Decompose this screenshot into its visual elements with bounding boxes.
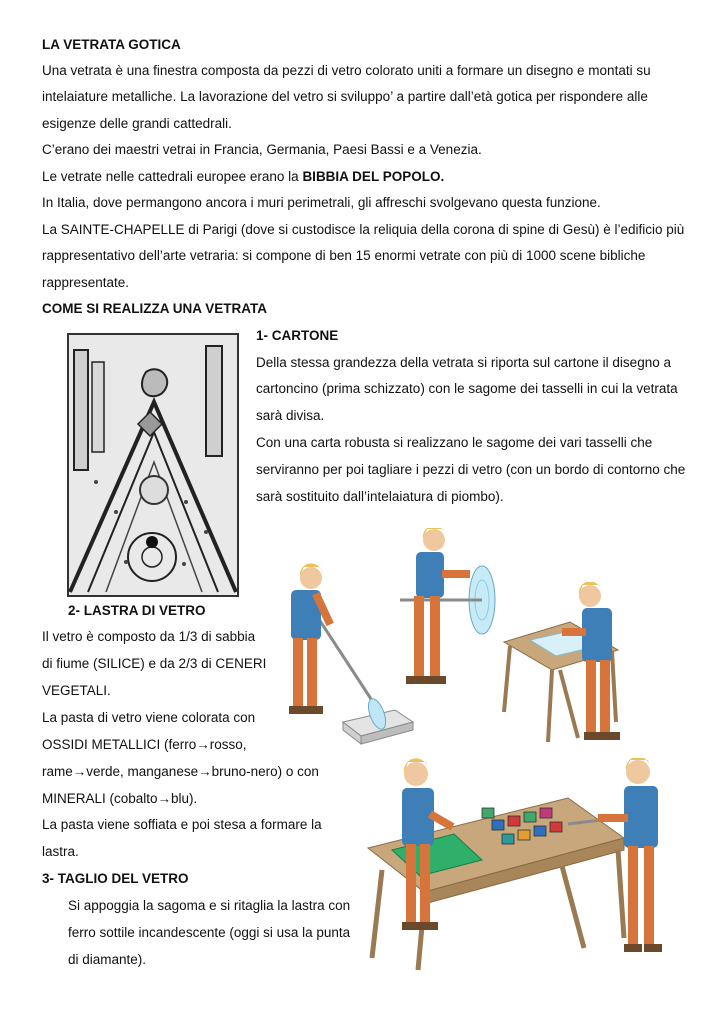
glass-sheet-table-illustration: [500, 582, 640, 752]
cartone-line: serviranno per poi tagliare i pezzi di vetro (con un bordo di contorno che: [256, 462, 686, 477]
glass-spinner-illustration: [392, 528, 504, 698]
lastra-line: OSSIDI METALLICI (ferro→rosso,: [42, 737, 247, 752]
lastra-line: La pasta di vetro viene colorata con: [42, 710, 256, 725]
lastra-line: VEGETALI.: [42, 683, 111, 698]
glass-cutting-bench-illustration: [362, 758, 682, 972]
bibbia-bold: BIBBIA DEL POPOLO.: [302, 169, 445, 184]
intro-line: intelaiature metalliche. La lavorazione del vetro si sviluppo’ a partire dall’età gotica per rispondere alle: [42, 89, 648, 104]
section-title-come: COME SI REALIZZA UNA VETRATA: [42, 301, 267, 316]
sainte-line: rappresentativo dell’arte vetraria: si compone di ben 15 enormi vetrate con più di 1000 scene bibliche: [42, 248, 646, 263]
sainte-line: rappresentate.: [42, 275, 130, 290]
intro-line: C’erano dei maestri vetrai in Francia, Germania, Paesi Bassi e a Venezia.: [42, 142, 482, 157]
lastra-line: La pasta viene soffiata e poi stesa a formare la: [42, 817, 322, 832]
page-title: LA VETRATA GOTICA: [42, 37, 181, 52]
cartone-line: Della stessa grandezza della vetrata si riporta sul cartone il disegno a: [256, 355, 671, 370]
taglio-title: 3- TAGLIO DEL VETRO: [42, 871, 189, 886]
bibbia-line: [42, 164, 444, 191]
lastra-title: 2- LASTRA DI VETRO: [68, 603, 206, 618]
taglio-line: di diamante).: [68, 952, 147, 967]
sainte-line: La SAINTE-CHAPELLE di Parigi (dove si custodisce la reliquia della corona di spine di Gesù) è l’edificio più: [42, 222, 685, 237]
taglio-line: Si appoggia la sagoma e si ritaglia la lastra con: [68, 898, 351, 913]
lastra-line: Il vetro è composto da 1/3 di sabbia: [42, 629, 256, 644]
italia-line: In Italia, dove permangono ancora i muri perimetrali, gli affreschi svolgevano questa funzione.: [42, 195, 601, 210]
cartone-title: 1- CARTONE: [256, 328, 339, 343]
bibbia-prefix: Le vetrate nelle cattedrali europee erano la: [42, 169, 303, 184]
cartone-sketch-illustration: [66, 332, 240, 598]
cartone-line: sarà divisa.: [256, 408, 325, 423]
intro-line: esigenze delle grandi cattedrali.: [42, 116, 232, 131]
cartone-line: cartoncino (prima schizzato) con le sagome dei tasselli in cui la vetrata: [256, 381, 678, 396]
lastra-line: rame→verde, manganese→bruno-nero) o con: [42, 764, 319, 779]
taglio-line: ferro sottile incandescente (oggi si usa la punta: [68, 925, 351, 940]
cartone-line: sarà sostituito dall’intelaiatura di piombo).: [256, 489, 504, 504]
lastra-line: MINERALI (cobalto→blu).: [42, 791, 198, 806]
lastra-line: lastra.: [42, 844, 79, 859]
intro-line: Una vetrata è una finestra composta da pezzi di vetro colorato uniti a formare un disegno e montati su: [42, 63, 651, 78]
cartone-line: Con una carta robusta si realizzano le sagome dei vari tasselli che: [256, 435, 653, 450]
lastra-line: di fiume (SILICE) e da 2/3 di CENERI: [42, 656, 267, 671]
